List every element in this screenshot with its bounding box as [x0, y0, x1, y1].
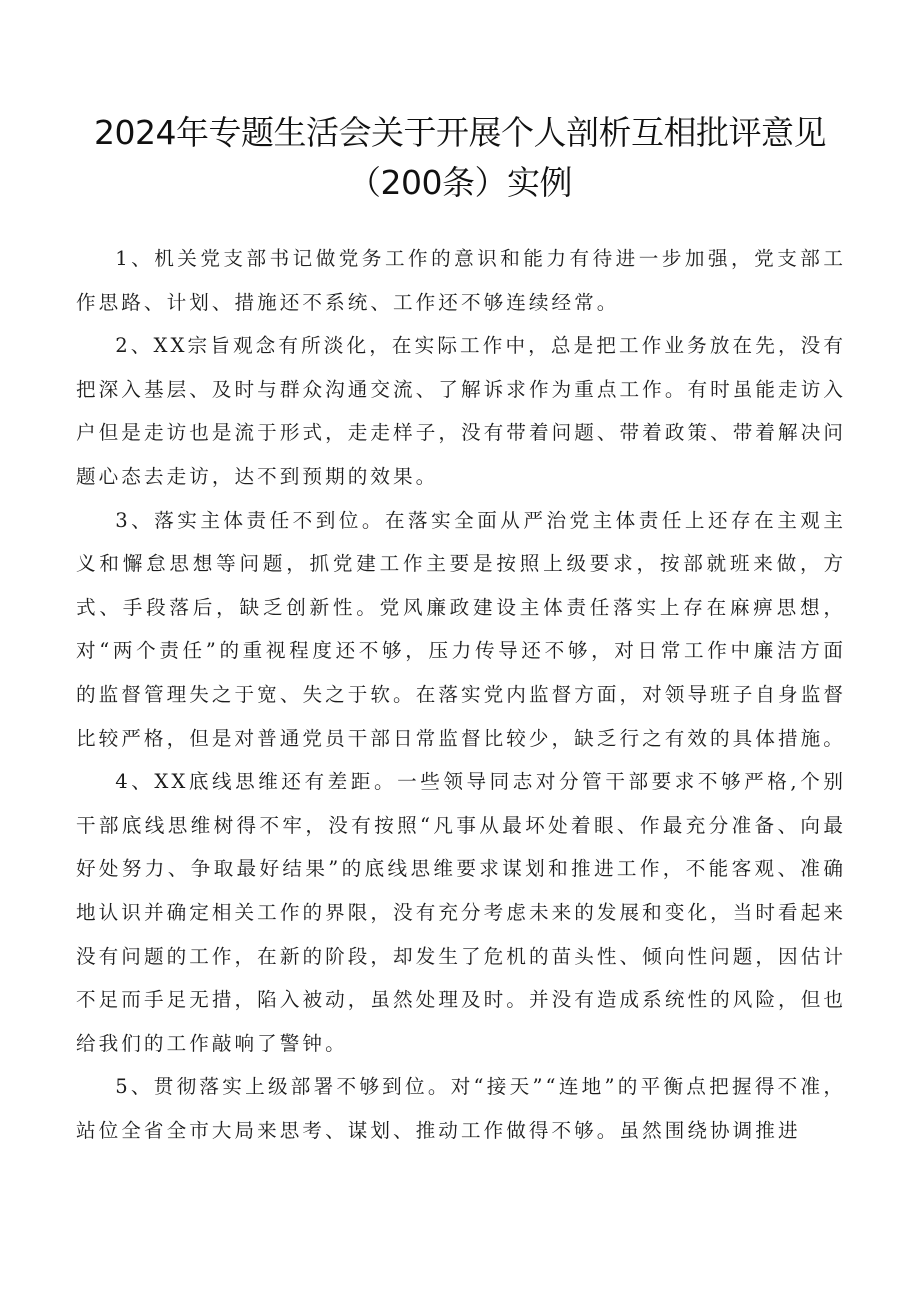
paragraph-3: 3、落实主体责任不到位。在落实全面从严治党主体责任上还存在主观主义和懈怠思想等问题，抓党建工作主要是按照上级要求，按部就班来做，方式、手段落后，缺乏创新性。党风廉政建设主体责任落实上存在麻痹思想，对“两个责任”的重视程度还不够，压力传导还不够，对日常工作中廉洁方面的监督管理失之于宽、失之于软。在落实党内监督方面，对领导班子自身监督比较严格，但是对普通党员干部日常监督比较少，缺乏行之有效的具体措施。 — [76, 508, 846, 750]
document-body — [76, 237, 846, 1152]
paragraph-5: 5、贯彻落实上级部署不够到位。对“接天”“连地”的平衡点把握得不准，站位全省全市大局来思考、谋划、推动工作做得不够。虽然围绕协调推进 — [76, 1075, 846, 1142]
document-title: 2024年专题生活会关于开展个人剖析互相批评意见（200条）实例 — [94, 113, 826, 202]
paragraph-2: 2、XX宗旨观念有所淡化，在实际工作中，总是把工作业务放在先，没有把深入基层、及时与群众沟通交流、了解诉求作为重点工作。有时虽能走访入户但是走访也是流于形式，走走样子，没有带着问题、带着政策、带着解决问题心态去走访，达不到预期的效果。 — [76, 334, 846, 488]
paragraph-4: 4、XX底线思维还有差距。一些领导同志对分管干部要求不够严格,个别干部底线思维树得不牢，没有按照“凡事从最坏处着眼、作最充分准备、向最好处努力、争取最好结果”的底线思维要求谋划和推进工作，不能客观、准确地认识并确定相关工作的界限，没有充分考虑未来的发展和变化，当时看起来没有问题的工作，在新的阶段，却发生了危机的苗头性、倾向性问题，因估计不足而手足无措，陷入被动，虽然处理及时。并没有造成系统性的风险，但也给我们的工作敲响了警钟。 — [76, 770, 846, 1055]
paragraph-1: 1、机关党支部书记做党务工作的意识和能力有待进一步加强，党支部工作思路、计划、措施还不系统、工作还不够连续经常。 — [76, 247, 846, 314]
